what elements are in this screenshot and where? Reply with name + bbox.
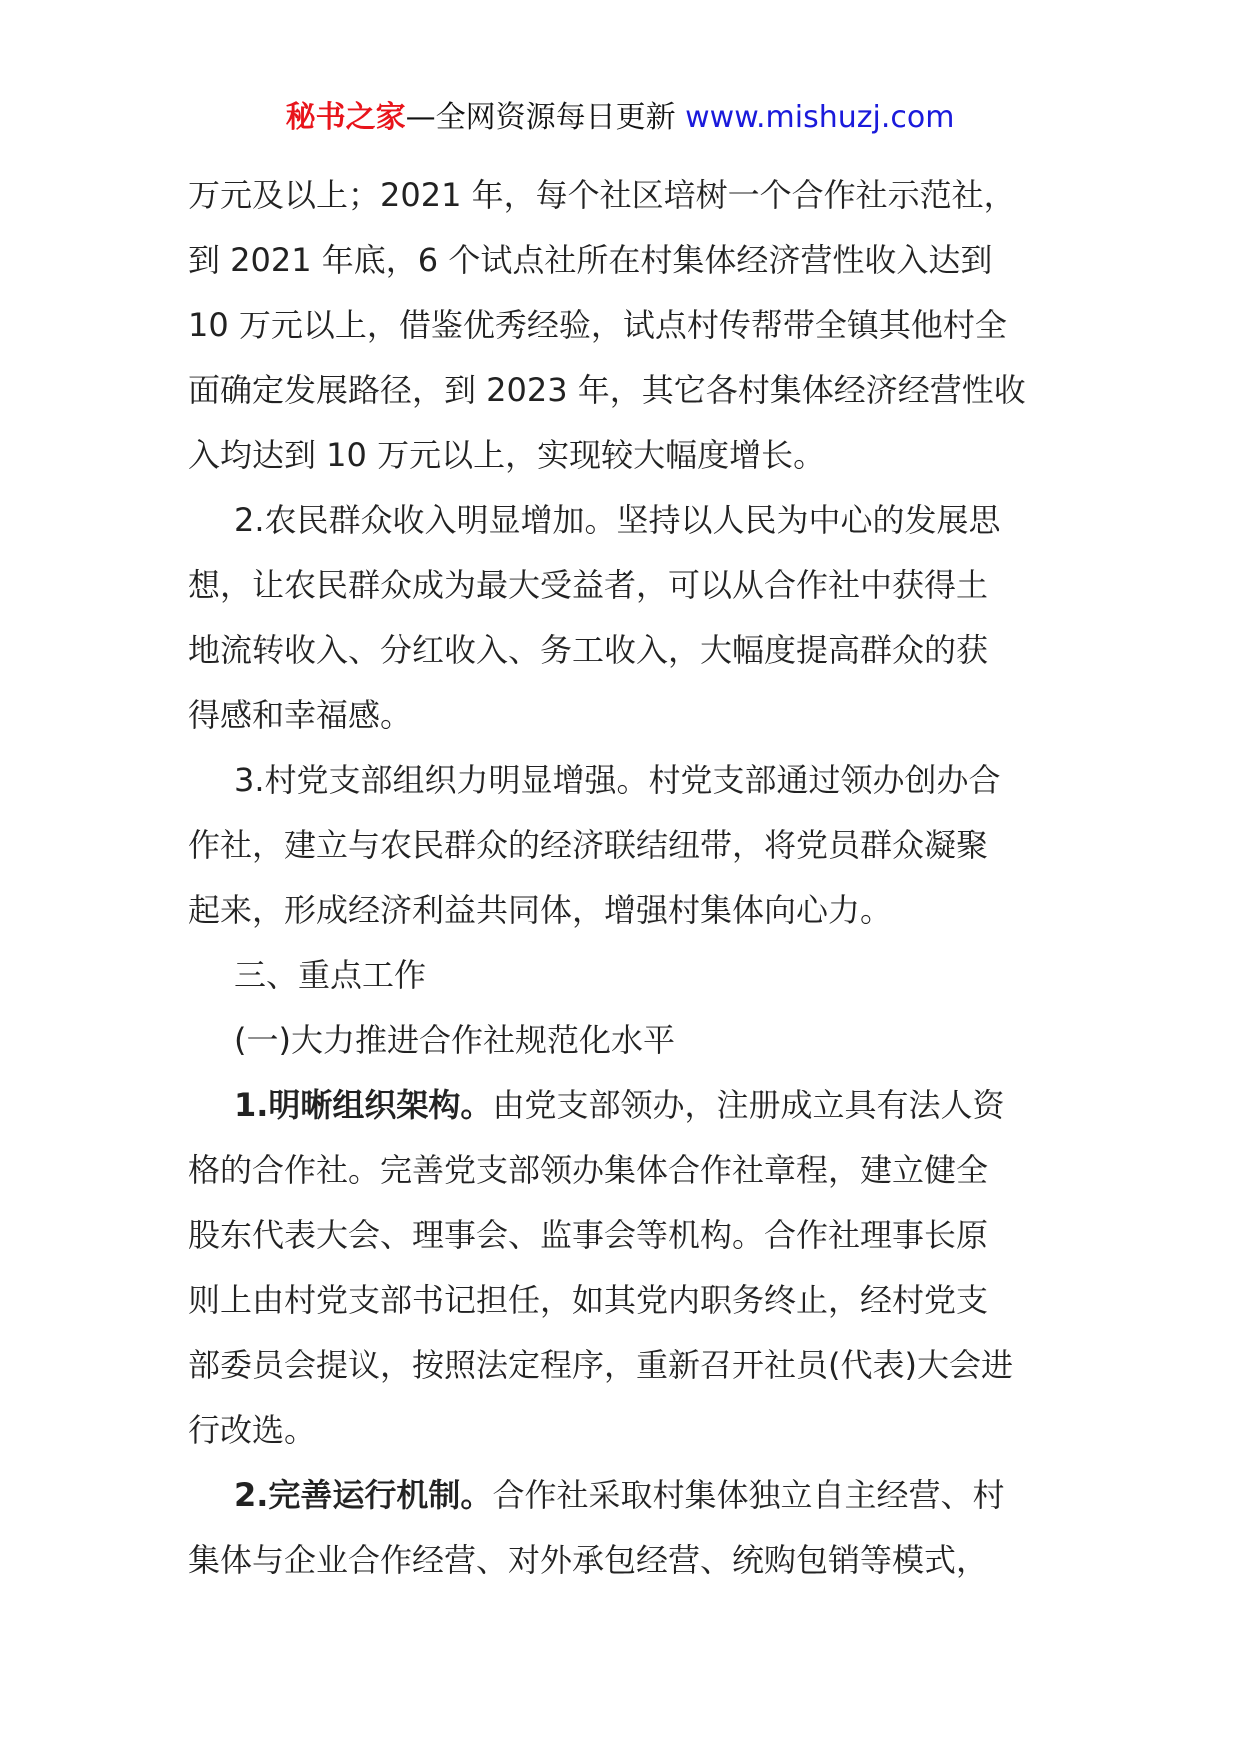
text-line: 格的合作社。完善党支部领办集体合作社章程，建立健全	[188, 1151, 989, 1189]
text-line: 入均达到 10 万元以上，实现较大幅度增长。	[188, 436, 826, 474]
site-header	[0, 98, 1240, 138]
text-line: 则上由村党支部书记担任，如其党内职务终止，经村党支	[188, 1281, 989, 1319]
paragraph-start: 3.村党支部组织力明显增强。村党支部通过领办创办合	[234, 761, 1001, 799]
text-line: 面确定发展路径，到 2023 年，其它各村集体经济经营性收	[188, 371, 1026, 409]
text-line: 地流转收入、分红收入、务工收入，大幅度提高群众的获	[188, 631, 989, 669]
text-line: 万元及以上；2021 年，每个社区培树一个合作社示范社，	[188, 176, 1016, 214]
paragraph-start	[188, 1073, 1068, 1138]
brand-name: 秘书之家	[285, 100, 406, 135]
paragraph-start: 2.农民群众收入明显增加。坚持以人民为中心的发展思	[234, 501, 1001, 539]
item-title: 1.明晰组织架构。	[234, 1086, 493, 1124]
section-heading: 三、重点工作	[234, 956, 427, 994]
item-text: 由党支部领办，注册成立具有法人资	[492, 1086, 1005, 1124]
text-line: 集体与企业合作经营、对外承包经营、统购包销等模式，	[188, 1541, 989, 1579]
text-line: 作社，建立与农民群众的经济联结纽带，将党员群众凝聚	[188, 826, 989, 864]
subsection-heading: (一)大力推进合作社规范化水平	[234, 1021, 675, 1059]
text-line: 10 万元以上，借鉴优秀经验，试点村传帮带全镇其他村全	[188, 306, 1007, 344]
paragraph-start	[188, 1463, 1068, 1528]
text-line: 部委员会提议，按照法定程序，重新召开社员(代表)大会进	[188, 1346, 1013, 1384]
text-line: 到 2021 年底，6 个试点社所在村集体经济营性收入达到	[188, 241, 993, 279]
header-tagline: —全网资源每日更新	[405, 100, 686, 135]
document-body	[188, 163, 1068, 1593]
text-line: 行改选。	[188, 1411, 317, 1449]
text-line: 得感和幸福感。	[188, 696, 413, 734]
item-text: 合作社采取村集体独立自主经营、村	[492, 1476, 1005, 1514]
item-title: 2.完善运行机制。	[234, 1476, 493, 1514]
text-line: 起来，形成经济利益共同体，增强村集体向心力。	[188, 891, 893, 929]
site-url-link[interactable]: www.mishuzj.com	[685, 100, 955, 135]
text-line: 想，让农民群众成为最大受益者，可以从合作社中获得土	[188, 566, 989, 604]
text-line: 股东代表大会、理事会、监事会等机构。合作社理事长原	[188, 1216, 989, 1254]
